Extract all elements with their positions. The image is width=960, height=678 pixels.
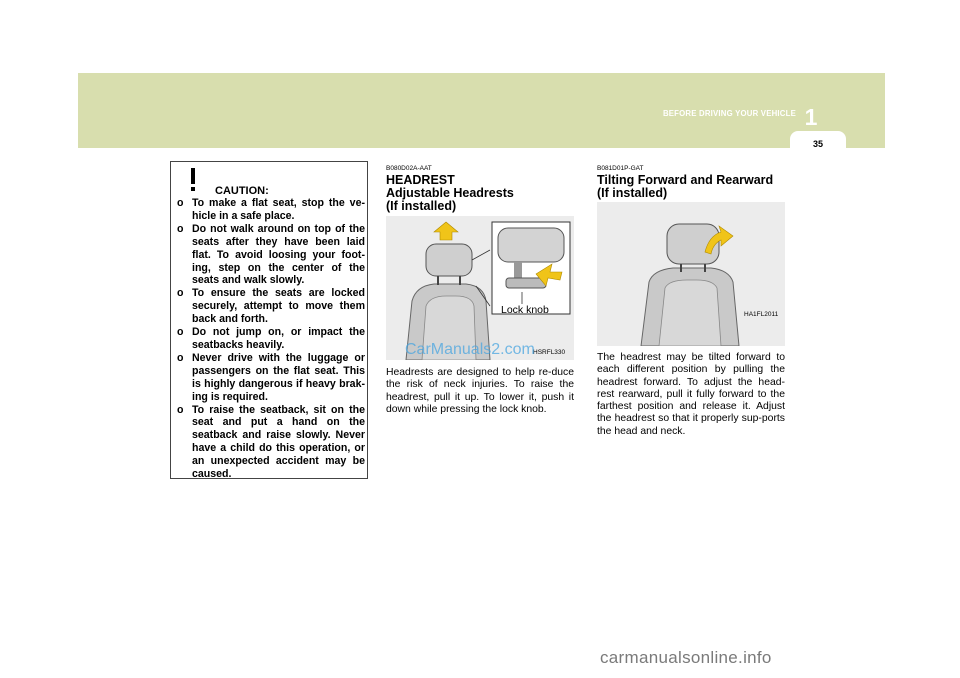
section-title-line: (If installed) bbox=[386, 199, 457, 213]
section-title bbox=[597, 174, 773, 200]
section-code: B080D02A-AAT bbox=[386, 165, 432, 172]
caution-item-text: To make a flat seat, stop the ve-hicle in a safe place. bbox=[192, 197, 365, 222]
footer-site-link[interactable]: carmanualsonline.info bbox=[600, 648, 772, 667]
section-title-line: (If installed) bbox=[597, 186, 668, 200]
tilt-body-text: The headrest may be tilted forward to each different position by pulling the headrest forward. To adjust the head-rest rearward, pull it fully forward to the farthest position and release it. Adjust the headrest so that it properly sup-ports the head and neck. bbox=[597, 352, 785, 437]
figure-code: HA1FL2011 bbox=[744, 311, 779, 318]
caution-title: CAUTION: bbox=[215, 185, 269, 197]
lock-knob-callout: Lock knob bbox=[501, 304, 549, 316]
caution-item-text: To ensure the seats are locked securely, attempt to move them back and forth. bbox=[192, 287, 365, 326]
caution-item-text: Do not walk around on top of the seats after they have been laid flat. To avoid loosing your foot-ing, step on the center of the seats and walk slowly. bbox=[192, 222, 365, 287]
tilt-figure bbox=[597, 202, 785, 346]
caution-item bbox=[177, 287, 365, 326]
caution-item-text: Never drive with the luggage or passengers on the flat seat. This is highly dangerous if heavy brak-ing is required. bbox=[192, 351, 365, 403]
section-title bbox=[386, 174, 514, 213]
caution-list bbox=[177, 197, 365, 481]
section-code: B081D01P-GAT bbox=[597, 165, 644, 172]
bullet: o bbox=[177, 326, 184, 339]
bullet: o bbox=[177, 351, 184, 364]
watermark: CarManuals2.com bbox=[405, 341, 535, 358]
bullet: o bbox=[177, 287, 184, 300]
figure-code: HSRFL330 bbox=[533, 349, 566, 356]
chapter-number: 1 bbox=[804, 104, 818, 130]
caution-item bbox=[177, 326, 365, 352]
caution-item bbox=[177, 223, 365, 288]
headrest-figure bbox=[386, 216, 574, 360]
headrest-seat-illustration bbox=[386, 216, 574, 360]
caution-item bbox=[177, 197, 365, 223]
section-title-line: HEADREST bbox=[386, 173, 455, 187]
page-number: 35 bbox=[812, 139, 823, 149]
caution-item-text: Do not jump on, or impact the seatbacks heavily. bbox=[192, 326, 365, 351]
caution-item bbox=[177, 404, 365, 481]
section-title-line: Adjustable Headrests bbox=[386, 186, 514, 200]
caution-item-text: To raise the seatback, sit on the seat and put a hand on the seatback and raise slowly. Never have a child do this operation, or an unexpected accident may be caused. bbox=[192, 403, 365, 481]
caution-item bbox=[177, 352, 365, 404]
chapter-title: BEFORE DRIVING YOUR VEHICLE bbox=[662, 109, 796, 118]
tilt-seat-illustration bbox=[597, 202, 785, 346]
warning-triangle-icon bbox=[176, 164, 210, 194]
section-title-line: Tilting Forward and Rearward bbox=[597, 173, 774, 187]
headrest-body-text: Headrests are designed to help re-duce the risk of neck injuries. To raise the headrest, pull it up. To lower it, push it down while pressing the lock knob. bbox=[386, 367, 574, 415]
bullet: o bbox=[177, 403, 184, 416]
bullet: o bbox=[177, 197, 184, 209]
bullet: o bbox=[177, 222, 184, 235]
